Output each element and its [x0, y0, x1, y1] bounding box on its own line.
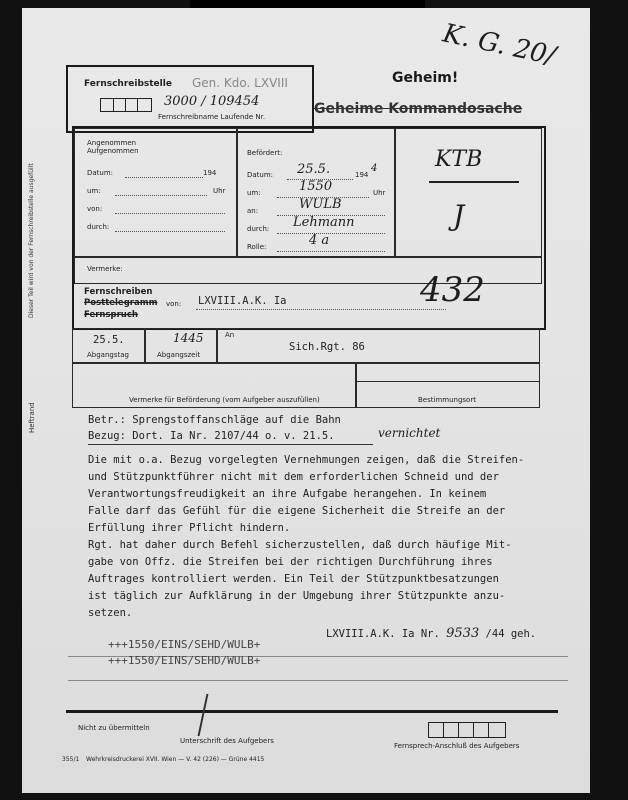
forwarded-time-unit: Uhr: [373, 189, 386, 197]
forwarded-by: Lehmann: [293, 215, 355, 230]
forwarded-year: 194: [355, 171, 369, 179]
message-line: und Stützpunktführer nicht mit dem erforderlichen Schneid und der: [88, 471, 499, 483]
initial-mark: J: [453, 199, 465, 232]
dispatch-notes-label: Vermerke für Beförderung (vom Aufgeber auszufüllen): [129, 396, 320, 404]
forwarded-to: WULB: [299, 197, 342, 212]
dispatch-day-box: [72, 328, 146, 364]
dispatch-notes-box: [72, 362, 357, 408]
message-line: Rgt. hat daher durch Befehl sicherzustellen, daß durch häufige Mit-: [88, 539, 512, 551]
from-label: von:: [166, 300, 182, 308]
corner-handwriting: K. G. 20/: [440, 18, 559, 72]
code-cells: [100, 98, 152, 112]
dispatch-day: 25.5.: [93, 334, 125, 346]
received-time-unit: Uhr: [213, 187, 226, 195]
type-fernschreiben: Fernschreiben: [84, 287, 153, 297]
signature-prefix: LXVIII.A.K. Ia Nr.: [326, 628, 440, 640]
phone-caption: Fernsprech-Anschluß des Aufgebers: [394, 742, 520, 750]
page-number: 432: [420, 270, 485, 310]
teletype-code-1: +++1550/EINS/SEHD/WULB+: [108, 638, 261, 651]
vermerke-label: Vermerke:: [87, 265, 123, 273]
message-line: gabe von Offz. die Streifen bei der richtigen Durchführung ihres: [88, 556, 493, 568]
forwarded-year-digit: 4: [371, 163, 378, 174]
teletype-form: [22, 8, 590, 793]
dispatch-time-label: Abgangszeit: [157, 351, 201, 359]
serial-number: 3000 / 109454: [164, 94, 260, 109]
destination-label: Bestimmungsort: [418, 396, 476, 404]
station-box: [66, 65, 314, 133]
received-title-1: Angenommen: [87, 139, 137, 147]
signature-suffix: /44 geh.: [485, 628, 537, 640]
sender-signature: [198, 694, 245, 736]
print-info: Wehrkreisdruckerei XVII. Wien — V. 42 (226) — Grüne 4415: [86, 756, 265, 763]
message-line: Falle darf das Gefühl für die eigene Sicherheit die Streife an der: [88, 505, 506, 517]
forwarded-date-label: Datum:: [247, 171, 274, 179]
station-stamp: Gen. Kdo. LXVIII: [192, 76, 288, 90]
forwarded-to-label: an:: [247, 207, 259, 215]
stamp-box: [394, 128, 542, 258]
message-reference: Bezug: Dort. Ia Nr. 2107/44 o. v. 21.5.: [88, 430, 335, 442]
message-subject: Betr.: Sprengstoffanschläge auf die Bahn: [88, 414, 341, 426]
dispatch-time: 1445: [173, 331, 204, 345]
message-line: Verantwortungsfreudigkeit an ihre Aufgabe herangehen. In keinem: [88, 488, 487, 500]
recipient-box: [216, 328, 540, 364]
forwarded-role-label: Rolle:: [247, 243, 267, 251]
recipient: Sich.Rgt. 86: [289, 341, 365, 353]
forwarded-box: [236, 128, 396, 258]
received-via-label: durch:: [87, 223, 110, 231]
message-line: Die mit o.a. Bezug vorgelegten Vernehmungen zeigen, daß die Streifen-: [88, 454, 525, 466]
forwarded-by-label: durch:: [247, 225, 270, 233]
dispatch-block: [72, 328, 542, 408]
received-date-label: Datum:: [87, 169, 114, 177]
classification: Geheim!: [392, 70, 459, 86]
message-signature: [326, 626, 536, 641]
forwarded-date: 25.5.: [297, 162, 331, 177]
ktb-mark: KTB: [435, 147, 483, 172]
dispatch-time-box: [144, 328, 218, 364]
serial-caption: Fernschreibname Laufende Nr.: [158, 113, 266, 121]
station-label: Fernschreibstelle: [84, 79, 172, 89]
type-fernspruch: Fernspruch: [84, 310, 138, 320]
reference-note: vernichtet: [378, 426, 441, 440]
destination-box: [355, 362, 540, 408]
to-label: An: [225, 331, 235, 339]
forwarded-time: 1550: [299, 179, 333, 194]
main-block: [72, 126, 546, 330]
message-line: Auftrages kontrolliert werden. Ein Teil der Stützpunktbesatzungen: [88, 573, 499, 585]
received-title-2: Aufgenommen: [87, 147, 139, 155]
phone-cells: [428, 722, 506, 738]
message-type-row: [74, 282, 540, 324]
left-vertical-note: Dieser Teil wird von der Fernschreibstelle ausgefüllt: [28, 163, 35, 318]
signature-number: 9533: [446, 626, 480, 641]
dispatch-day-label: Abgangstag: [87, 351, 129, 359]
signature-caption: Unterschrift des Aufgebers: [180, 737, 274, 745]
forwarded-role: 4 a: [309, 233, 330, 248]
received-from-label: von:: [87, 205, 103, 213]
forwarded-time-label: um:: [247, 189, 261, 197]
received-time-label: um:: [87, 187, 101, 195]
message-line: ist täglich zur Aufklärung in der Umgebung ihrer Stützpunkte anzu-: [88, 590, 506, 602]
teletype-code-2: +++1550/EINS/SEHD/WULB+: [108, 654, 261, 667]
forwarded-title: Befördert:: [247, 149, 283, 157]
message-line: setzen.: [88, 607, 133, 619]
received-year: 194: [203, 169, 217, 177]
not-transmit: Nicht zu übermitteln: [78, 724, 150, 732]
form-number: 355/1: [62, 756, 80, 763]
type-posttelegramm: Posttelegramm: [84, 298, 158, 308]
received-box: [74, 128, 238, 258]
classification-struck: Geheime Kommandosache: [314, 101, 523, 117]
heftrand-label: Heftrand: [28, 402, 36, 433]
sender: LXVIII.A.K. Ia: [198, 295, 287, 307]
message-line: Erfüllung ihrer Pflicht hindern.: [88, 522, 291, 534]
